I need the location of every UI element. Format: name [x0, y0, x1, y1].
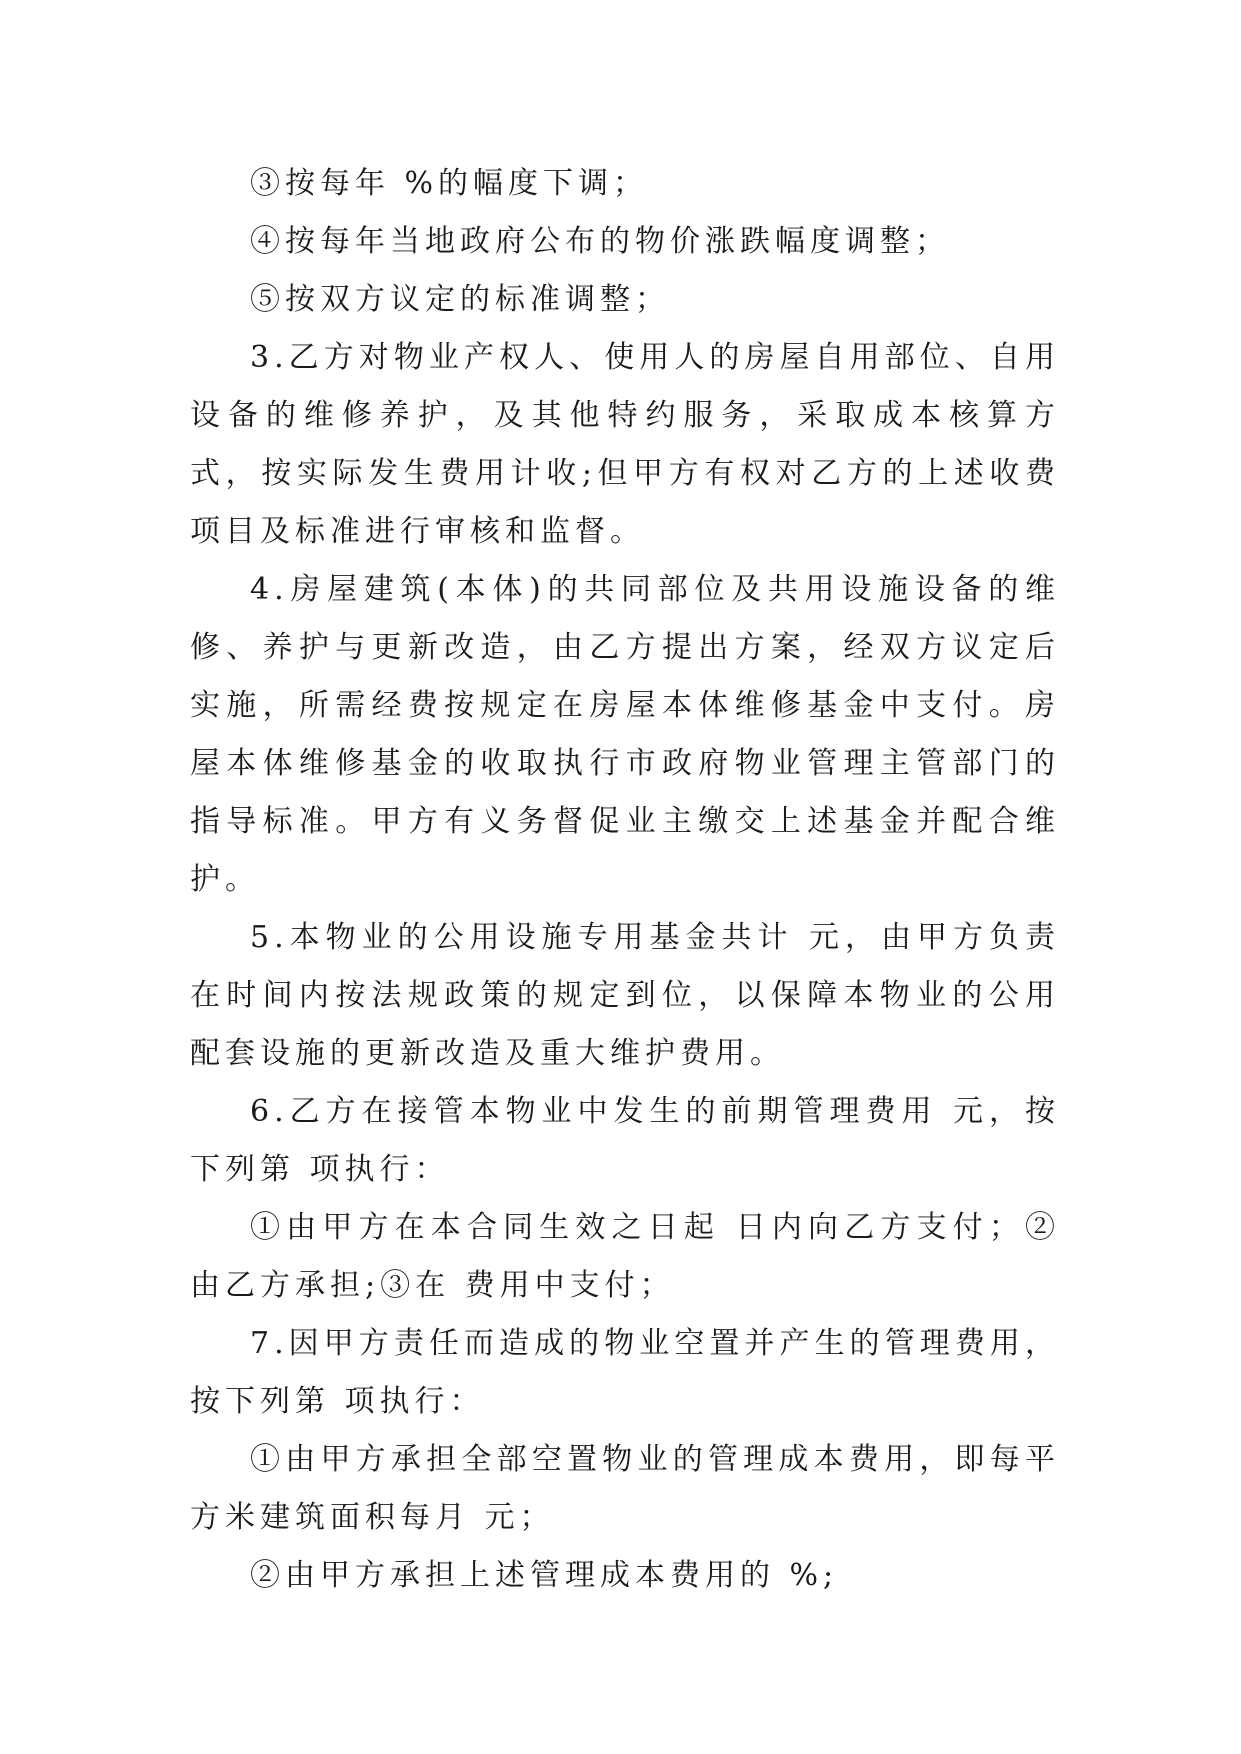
clause-7-option-2: ②由甲方承担上述管理成本费用的 %; [250, 1558, 839, 1593]
clause-6: 6.乙方在接管本物业中发生的前期管理费用 元，按下列第 项执行： [190, 1094, 1060, 1187]
clause-6-options: ①由甲方在本合同生效之日起 日内向乙方支付；②由乙方承担;③在 费用中支付； [190, 1210, 1060, 1303]
document-body [190, 155, 1060, 1605]
clause-item-4-price: ④按每年当地政府公布的物价涨跌幅度调整； [250, 224, 950, 259]
clause-4: 4.房屋建筑(本体)的共同部位及共用设施设备的维修、养护与更新改造，由乙方提出方案，经双方议定后实施，所需经费按规定在房屋本体维修基金中支付。房屋本体维修基金的收取执行市政府物业管理主管部门的指导标准。甲方有义务督促业主缴交上述基金并配合维护。 [190, 572, 1060, 897]
clause-7: 7.因甲方责任而造成的物业空置并产生的管理费用，按下列第 项执行： [190, 1326, 1060, 1419]
clause-7-option-1: ①由甲方承担全部空置物业的管理成本费用，即每平方米建筑面积每月 元； [190, 1442, 1060, 1535]
clause-3: 3.乙方对物业产权人、使用人的房屋自用部位、自用设备的维修养护，及其他特约服务，采取成本核算方式，按实际发生费用计收;但甲方有权对乙方的上述收费项目及标准进行审核和监督。 [190, 340, 1060, 549]
clause-5: 5.本物业的公用设施专用基金共计 元，由甲方负责在时间内按法规政策的规定到位，以保障本物业的公用配套设施的更新改造及重大维护费用。 [190, 920, 1060, 1071]
clause-item-3-down: ③按每年 %的幅度下调； [250, 166, 649, 201]
clause-item-5-agreed: ⑤按双方议定的标准调整； [250, 282, 670, 317]
